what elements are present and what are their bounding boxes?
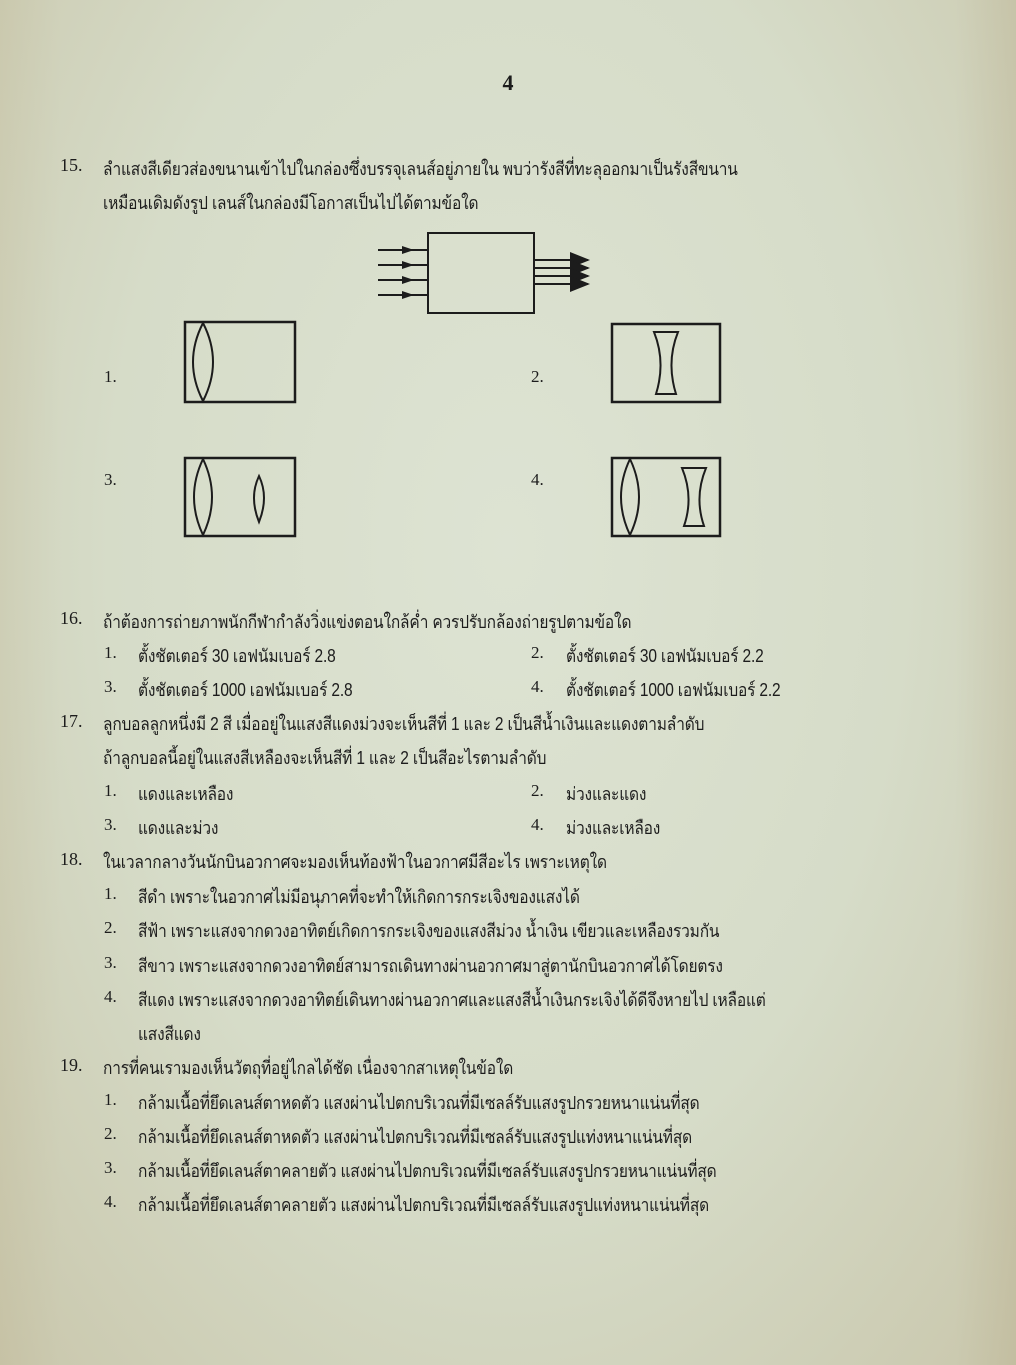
question-number: 17. — [60, 711, 83, 731]
question-number: 19. — [60, 1055, 83, 1075]
option-number: 1. — [104, 643, 117, 662]
option-number: 1. — [104, 884, 117, 903]
option-text: กล้ามเนื้อที่ยึดเลนส์ตาหดตัว แสงผ่านไปตกบริเวณที่มีเซลล์รับแสงรูปกรวยหนาแน่นที่สุด — [138, 1093, 700, 1113]
option-number: 3. — [104, 470, 117, 489]
page-number: 4 — [502, 70, 514, 95]
option-text: สีขาว เพราะแสงจากดวงอาทิตย์สามารถเดินทางผ่านอวกาศมาสู่ตานักบินอวกาศได้โดยตรง — [138, 956, 723, 976]
option-number: 2. — [531, 781, 544, 800]
option-number: 2. — [104, 918, 117, 937]
option-text: ม่วงและเหลือง — [566, 818, 661, 838]
option-number: 4. — [104, 987, 117, 1006]
option-number: 4. — [104, 1192, 117, 1211]
option-text: สีแดง เพราะแสงจากดวงอาทิตย์เดินทางผ่านอวกาศและแสงสีน้ำเงินกระเจิงได้ดีจึงหายไป เหลือแต่ — [138, 990, 766, 1010]
light-box-diagram — [370, 228, 600, 318]
question-text: ถ้าต้องการถ่ายภาพนักกีฬากำลังวิ่งแข่งตอนใกล้ค่ำ ควรปรับกล้องถ่ายรูปตามข้อใด — [103, 612, 632, 632]
option-number: 1. — [104, 781, 117, 800]
concave-lens-box-icon — [610, 322, 722, 404]
question-text: ลำแสงสีเดียวส่องขนานเข้าไปในกล่องซึ่งบรรจุเลนส์อยู่ภายใน พบว่ารังสีที่ทะลุออกมาเป็นรังสีขนาน — [103, 159, 738, 179]
option-text: กล้ามเนื้อที่ยึดเลนส์ตาคลายตัว แสงผ่านไปตกบริเวณที่มีเซลล์รับแสงรูปแท่งหนาแน่นที่สุด — [138, 1195, 709, 1215]
option-text: ตั้งชัตเตอร์ 30 เอฟนัมเบอร์ 2.8 — [138, 646, 336, 666]
option-text: ม่วงและแดง — [566, 784, 647, 804]
question-number: 16. — [60, 608, 83, 628]
option-text: สีดำ เพราะในอวกาศไม่มีอนุภาคที่จะทำให้เกิดการกระเจิงของแสงได้ — [138, 887, 580, 907]
option-text: กล้ามเนื้อที่ยึดเลนส์ตาหดตัว แสงผ่านไปตกบริเวณที่มีเซลล์รับแสงรูปแท่งหนาแน่นที่สุด — [138, 1127, 692, 1147]
option-number: 3. — [104, 677, 117, 696]
two-convex-lens-box-icon — [183, 456, 297, 538]
option-number: 1. — [104, 1090, 117, 1109]
option-number: 4. — [531, 470, 544, 489]
option-number: 2. — [531, 367, 544, 386]
option-text: ตั้งชัตเตอร์ 30 เอฟนัมเบอร์ 2.2 — [566, 646, 764, 666]
question-text: ลูกบอลลูกหนึ่งมี 2 สี เมื่ออยู่ในแสงสีแดงม่วงจะเห็นสีที่ 1 และ 2 เป็นสีน้ำเงินและแดงตามลำดับ — [103, 714, 705, 734]
option-text: แดงและเหลือง — [138, 784, 234, 804]
question-text: เหมือนเดิมดังรูป เลนส์ในกล่องมีโอกาสเป็นไปได้ตามข้อใด — [103, 193, 479, 213]
option-number: 1. — [104, 367, 117, 386]
question-text: ถ้าลูกบอลนี้อยู่ในแสงสีเหลืองจะเห็นสีที่ 1 และ 2 เป็นสีอะไรตามลำดับ — [103, 748, 547, 768]
question-number: 18. — [60, 849, 83, 869]
option-number: 3. — [104, 1158, 117, 1177]
question-number: 15. — [60, 155, 83, 175]
option-text: สีฟ้า เพราะแสงจากดวงอาทิตย์เกิดการกระเจิงของแสงสีม่วง น้ำเงิน เขียวและเหลืองรวมกัน — [138, 921, 720, 941]
option-number: 2. — [531, 643, 544, 662]
option-text: ตั้งชัตเตอร์ 1000 เอฟนัมเบอร์ 2.2 — [566, 680, 781, 700]
option-text: ตั้งชัตเตอร์ 1000 เอฟนัมเบอร์ 2.8 — [138, 680, 353, 700]
option-number: 3. — [104, 815, 117, 834]
convex-lens-box-icon — [183, 320, 297, 404]
question-text: การที่คนเรามองเห็นวัตถุที่อยู่ไกลได้ชัด เนื่องจากสาเหตุในข้อใด — [103, 1058, 514, 1078]
option-number: 4. — [531, 815, 544, 834]
question-text: ในเวลากลางวันนักบินอวกาศจะมองเห็นท้องฟ้าในอวกาศมีสีอะไร เพราะเหตุใด — [103, 852, 607, 872]
option-text-continued: แสงสีแดง — [138, 1024, 201, 1044]
option-text: แดงและม่วง — [138, 818, 219, 838]
option-text: กล้ามเนื้อที่ยึดเลนส์ตาคลายตัว แสงผ่านไปตกบริเวณที่มีเซลล์รับแสงรูปกรวยหนาแน่นที่สุด — [138, 1161, 717, 1181]
option-number: 3. — [104, 953, 117, 972]
option-number: 4. — [531, 677, 544, 696]
option-number: 2. — [104, 1124, 117, 1143]
convex-concave-lens-box-icon — [610, 456, 722, 538]
